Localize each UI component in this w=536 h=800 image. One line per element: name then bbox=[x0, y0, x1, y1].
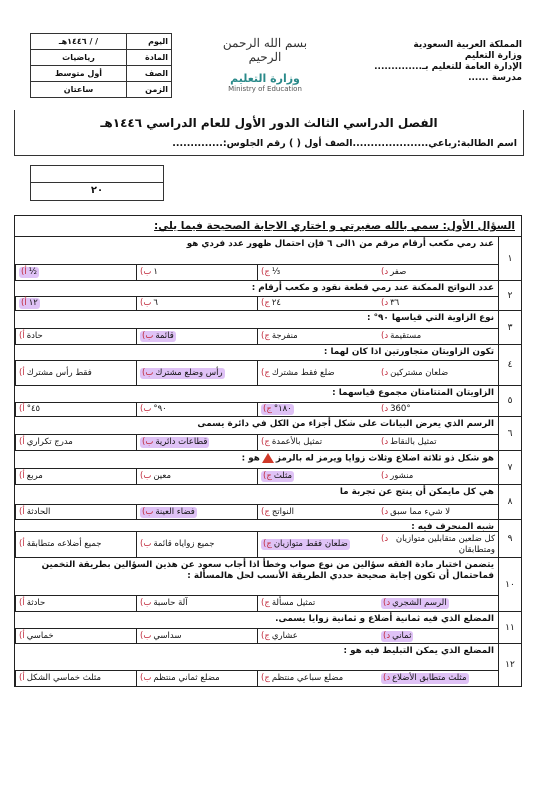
question-body bbox=[15, 451, 498, 484]
answer-option[interactable] bbox=[15, 532, 136, 557]
option-text: النواتج bbox=[271, 506, 294, 517]
answer-option[interactable] bbox=[15, 435, 136, 450]
exam-title-box bbox=[14, 110, 524, 156]
option-letter: أ) bbox=[19, 598, 25, 608]
question-row bbox=[15, 485, 521, 520]
answer-option-content bbox=[19, 404, 40, 415]
answer-option-content bbox=[140, 368, 225, 379]
info-value: / / ١٤٤٦هـ bbox=[31, 34, 127, 50]
option-text: عشاري bbox=[271, 630, 298, 641]
answer-option-content bbox=[140, 267, 158, 278]
option-letter: د) bbox=[383, 630, 391, 641]
answer-option-content bbox=[261, 298, 281, 309]
option-letter: أ) bbox=[19, 471, 25, 481]
question-number: ٤ bbox=[498, 345, 521, 385]
answer-option-content bbox=[19, 298, 40, 309]
options-row bbox=[15, 670, 498, 686]
answer-option-content bbox=[19, 331, 43, 342]
grade-box bbox=[30, 165, 164, 201]
answer-option-content bbox=[381, 507, 450, 518]
option-text: ٢٤ bbox=[271, 298, 281, 308]
question-row bbox=[15, 237, 521, 281]
option-letter: ج) bbox=[263, 539, 272, 549]
question-stem-text: عند رمي مكعب أرقام مرقم من ١الى ٦ فإن احتمال ظهور عدد فردي هو bbox=[186, 239, 494, 249]
answer-option-content bbox=[140, 673, 220, 684]
answer-option-content bbox=[19, 267, 39, 278]
question-stem bbox=[15, 451, 498, 465]
option-letter: ب) bbox=[140, 539, 152, 549]
option-letter: ج) bbox=[261, 331, 270, 341]
option-letter: ب) bbox=[140, 630, 152, 641]
answer-option-content bbox=[19, 673, 101, 684]
info-row bbox=[31, 50, 172, 66]
answer-option-content bbox=[261, 267, 280, 278]
answer-option[interactable] bbox=[136, 435, 257, 450]
option-text: سداسي bbox=[153, 630, 182, 641]
question-stem bbox=[15, 485, 498, 498]
answer-option-content bbox=[140, 507, 197, 518]
answer-option[interactable] bbox=[136, 469, 257, 484]
option-letter: ج) bbox=[261, 298, 270, 308]
option-letter: ج) bbox=[263, 404, 272, 414]
info-label: الصف bbox=[127, 66, 172, 82]
option-letter: ب) bbox=[142, 331, 154, 341]
answer-option-content bbox=[140, 404, 167, 415]
option-letter: د) bbox=[381, 267, 389, 277]
answer-option[interactable] bbox=[15, 403, 136, 416]
question-rows bbox=[15, 237, 521, 686]
option-text: تمثيل مسألة bbox=[271, 598, 316, 608]
org-line: المملكة العربية السعودية bbox=[413, 40, 522, 50]
option-letter: د) bbox=[381, 437, 389, 447]
question-body bbox=[15, 281, 498, 310]
answer-option[interactable] bbox=[378, 596, 498, 611]
answer-option-content bbox=[19, 471, 43, 482]
option-text: قائمة bbox=[155, 331, 174, 341]
answer-option-content bbox=[381, 673, 469, 684]
option-letter: ج) bbox=[261, 437, 270, 447]
option-letter: ب) bbox=[140, 471, 152, 481]
question-stem bbox=[15, 237, 498, 250]
option-text: جميع أضلاعه متطابقة bbox=[26, 539, 102, 549]
option-letter: ب) bbox=[142, 367, 154, 378]
answer-option[interactable] bbox=[15, 469, 136, 484]
answer-option[interactable] bbox=[257, 403, 378, 416]
answer-option[interactable] bbox=[378, 505, 498, 519]
option-text: مضلع سباعي منتظم bbox=[271, 673, 344, 683]
answer-option-content bbox=[381, 368, 448, 379]
option-letter: د) bbox=[381, 506, 389, 517]
option-text: ضلعان مشتركين bbox=[390, 367, 449, 378]
option-text: منشور bbox=[390, 471, 414, 481]
answer-option[interactable] bbox=[378, 435, 498, 450]
option-letter: أ) bbox=[19, 630, 25, 641]
answer-option[interactable] bbox=[378, 629, 498, 643]
option-text: رأس وضلع مشترك bbox=[155, 367, 223, 378]
answer-option-content bbox=[381, 598, 449, 609]
info-value: ساعتان bbox=[31, 82, 127, 98]
option-text: آلة حاسبة bbox=[153, 598, 188, 608]
question-number: ١١ bbox=[498, 612, 521, 643]
info-row bbox=[31, 82, 172, 98]
answer-option-content bbox=[261, 368, 335, 379]
org-line: مدرسة ...... bbox=[468, 73, 522, 83]
option-letter: ب) bbox=[142, 437, 154, 447]
info-label: المادة bbox=[127, 50, 172, 66]
answer-option-content bbox=[261, 471, 294, 482]
option-text: ١ bbox=[153, 267, 158, 277]
answer-option[interactable] bbox=[15, 505, 136, 519]
question-number: ٣ bbox=[498, 311, 521, 344]
answer-option-content bbox=[140, 598, 188, 609]
question-number: ١٠ bbox=[498, 558, 521, 611]
answer-option[interactable] bbox=[136, 596, 257, 611]
option-text: قطاعات دائرية bbox=[155, 437, 208, 447]
answer-option-content bbox=[381, 471, 413, 482]
answer-option-content bbox=[381, 298, 399, 309]
option-letter: أ) bbox=[19, 506, 25, 517]
org-line: وزارة التعليم bbox=[464, 51, 522, 61]
question-number: ٢ bbox=[498, 281, 521, 310]
answer-option[interactable] bbox=[257, 297, 378, 310]
answer-option-content bbox=[261, 507, 294, 518]
question-stem bbox=[15, 612, 498, 625]
option-letter: ج) bbox=[261, 267, 270, 277]
question-body bbox=[15, 612, 498, 643]
question-stem-text: تكون الزاويتان متجاورتين اذا كان لهما : bbox=[323, 347, 494, 357]
answer-option-content bbox=[261, 331, 298, 342]
option-letter: ب) bbox=[140, 673, 152, 683]
question-row bbox=[15, 558, 521, 612]
answer-option-content bbox=[381, 404, 411, 415]
answer-option[interactable] bbox=[136, 361, 257, 385]
answer-option-content bbox=[381, 534, 495, 556]
option-letter: أ) bbox=[21, 267, 27, 277]
option-letter: د) bbox=[381, 533, 389, 544]
question-stem-text: المضلع الذي يمكن التبليط فيه هو : bbox=[343, 646, 494, 656]
info-row bbox=[31, 34, 172, 50]
question-body bbox=[15, 644, 498, 686]
question-body bbox=[15, 345, 498, 385]
option-text: جميع زواياه قائمة bbox=[153, 539, 215, 549]
question-number: ١ bbox=[498, 237, 521, 280]
options-row bbox=[15, 264, 498, 280]
option-text: صفر bbox=[390, 267, 407, 277]
option-text: ضلعان فقط متوازيان bbox=[273, 539, 348, 549]
option-text: مدرج تكراري bbox=[26, 437, 73, 447]
option-text: ٣٦ bbox=[390, 298, 400, 308]
answer-option[interactable] bbox=[136, 671, 257, 686]
answer-option[interactable] bbox=[378, 532, 498, 557]
answer-option[interactable] bbox=[257, 596, 378, 611]
question-row bbox=[15, 612, 521, 644]
student-info-line: اسم الطالبة:رباعي.....................الصف أول ( ) رقم الجلوس:.............. bbox=[172, 138, 517, 149]
question-stem-text: هو شكل ذو ثلاثة اضلاع وثلاث زوايا ويرمز له بالرمز bbox=[275, 453, 494, 464]
option-letter: ب) bbox=[140, 598, 152, 608]
answer-option-content bbox=[140, 631, 181, 642]
option-letter: د) bbox=[383, 598, 391, 608]
exam-title: الفصل الدراسي الثالث الدور الأول للعام الدراسي ١٤٤٦هـ bbox=[100, 116, 438, 130]
option-text: ٤٥° bbox=[26, 404, 41, 414]
organization-block bbox=[372, 40, 522, 84]
question-stem-text: عدد النواتج الممكنة عند رمي قطعة نقود و مكعب أرقام : bbox=[251, 283, 494, 293]
option-letter: د) bbox=[381, 298, 389, 308]
answer-option[interactable] bbox=[136, 403, 257, 416]
info-row bbox=[31, 66, 172, 82]
question-row bbox=[15, 417, 521, 451]
answer-option-content bbox=[261, 539, 350, 550]
option-text: ½ bbox=[28, 267, 37, 277]
options-row bbox=[15, 402, 498, 416]
option-letter: أ) bbox=[19, 539, 25, 549]
answer-option-content bbox=[381, 631, 413, 642]
answer-option[interactable] bbox=[15, 329, 136, 344]
answer-option-content bbox=[140, 437, 209, 448]
option-text: مثلث bbox=[273, 471, 293, 481]
option-text: معين bbox=[153, 471, 172, 481]
question-row bbox=[15, 386, 521, 417]
option-letter: د) bbox=[381, 331, 389, 341]
question-body bbox=[15, 311, 498, 344]
question-row bbox=[15, 311, 521, 345]
options-row bbox=[15, 628, 498, 643]
option-text: حادثة bbox=[26, 598, 46, 608]
answer-option[interactable] bbox=[136, 297, 257, 310]
option-letter: ب) bbox=[140, 267, 152, 277]
answer-option-content bbox=[140, 471, 171, 482]
option-text: منفرجة bbox=[271, 331, 298, 341]
option-text: لا شيء مما سبق bbox=[390, 506, 451, 517]
grade-value: ٢٠ bbox=[90, 185, 104, 196]
org-line: الإدارة العامة للتعليم بـ.............. bbox=[374, 62, 522, 72]
question-stem bbox=[15, 311, 498, 324]
triangle-symbol-icon bbox=[262, 453, 274, 463]
option-letter: أ) bbox=[19, 331, 25, 341]
question-row bbox=[15, 345, 521, 386]
answer-option[interactable] bbox=[15, 629, 136, 643]
options-row bbox=[15, 328, 498, 344]
question-stem bbox=[15, 644, 498, 657]
option-text: ٩٠° bbox=[153, 404, 167, 414]
question-stem-tail: هو : bbox=[241, 453, 260, 464]
question-stem bbox=[15, 281, 498, 294]
question-stem-text: الزاويتان المتتامتان مجموع قياسهما : bbox=[332, 388, 494, 398]
option-letter: ج) bbox=[261, 367, 270, 378]
question-stem-text: المضلع الذي فيه ثمانية أضلاع و ثمانية زوايا يسمى. bbox=[275, 614, 494, 624]
answer-option-content bbox=[381, 437, 437, 448]
option-text: ١٨٠° bbox=[273, 404, 292, 414]
option-text: مستقيمة bbox=[390, 331, 422, 341]
option-letter: د) bbox=[383, 673, 391, 683]
question-table bbox=[14, 215, 522, 687]
option-text: الرسم الشجري bbox=[392, 598, 447, 608]
option-letter: أ) bbox=[21, 298, 27, 308]
answer-option[interactable] bbox=[136, 329, 257, 344]
question-body bbox=[15, 237, 498, 280]
info-value: رياضيات bbox=[31, 50, 127, 66]
option-text: مثلث متطابق الأضلاع bbox=[392, 673, 467, 683]
option-letter: د) bbox=[381, 471, 389, 481]
option-letter: ب) bbox=[140, 298, 152, 308]
answer-option[interactable] bbox=[257, 361, 378, 385]
answer-option-content bbox=[19, 437, 73, 448]
option-text: 360° bbox=[390, 404, 411, 414]
options-row bbox=[15, 434, 498, 450]
answer-option[interactable] bbox=[257, 505, 378, 519]
option-letter: أ) bbox=[19, 404, 25, 414]
answer-option-content bbox=[19, 368, 92, 379]
answer-option[interactable] bbox=[257, 265, 378, 280]
question-heading: السؤال الأول: سمي بالله صغيرتي و اختاري الاجابة الصحيحة فيما يلي: bbox=[15, 216, 521, 237]
answer-option[interactable] bbox=[136, 629, 257, 643]
option-text: ٦ bbox=[153, 298, 158, 308]
question-number: ٩ bbox=[498, 520, 521, 557]
option-text: حادة bbox=[26, 331, 43, 341]
answer-option-content bbox=[19, 507, 50, 518]
option-letter: ب) bbox=[142, 506, 154, 517]
answer-option-content bbox=[261, 598, 315, 609]
logo-calligraphy: بسم الله الرحمن الرحيم bbox=[222, 36, 308, 64]
question-number: ٥ bbox=[498, 386, 521, 416]
question-number: ٧ bbox=[498, 451, 521, 484]
option-text: ⅓ bbox=[271, 267, 281, 277]
option-letter: أ) bbox=[19, 367, 25, 378]
question-stem-text: هي كل مايمكن أن ينتج عن تجربة ما bbox=[339, 487, 494, 497]
question-number: ٦ bbox=[498, 417, 521, 450]
answer-option[interactable] bbox=[378, 671, 498, 686]
ministry-logo bbox=[205, 34, 325, 104]
question-stem-text: يتضمن اختبار مادة الفقه سؤالين من نوع صواب وخطأ اذا أجاب سعود عن هذين السؤالين بطريقة التخمين فماحتمال أن تكون إجابة صحيحة حددي الطريقة الأنسب لحل هالمسألة : bbox=[41, 560, 494, 581]
answer-option[interactable] bbox=[378, 403, 498, 416]
answer-option-content bbox=[261, 673, 343, 684]
answer-option[interactable] bbox=[257, 329, 378, 344]
question-row bbox=[15, 451, 521, 485]
question-stem bbox=[15, 345, 498, 358]
answer-option-content bbox=[261, 437, 322, 448]
answer-option[interactable] bbox=[15, 297, 136, 310]
option-text: مضلع ثماني منتظم bbox=[153, 673, 220, 683]
option-letter: ج) bbox=[261, 506, 270, 517]
option-letter: أ) bbox=[19, 437, 25, 447]
answer-option[interactable] bbox=[136, 532, 257, 557]
options-row bbox=[15, 360, 498, 385]
answer-option-content bbox=[381, 267, 406, 278]
option-letter: ج) bbox=[261, 630, 270, 641]
info-label: الزمن bbox=[127, 82, 172, 98]
option-text: مربع bbox=[26, 471, 43, 481]
logo-english: Ministry of Education bbox=[228, 85, 302, 93]
question-stem bbox=[15, 558, 498, 582]
answer-option[interactable] bbox=[378, 469, 498, 484]
answer-option[interactable] bbox=[15, 671, 136, 686]
info-label: اليوم bbox=[127, 34, 172, 50]
question-row bbox=[15, 281, 521, 311]
answer-option-content bbox=[19, 539, 102, 550]
options-row bbox=[15, 468, 498, 484]
option-text: ضلع فقط مشترك bbox=[271, 367, 335, 378]
options-row bbox=[15, 595, 498, 611]
answer-option[interactable] bbox=[257, 532, 378, 557]
question-number: ١٢ bbox=[498, 644, 521, 686]
answer-option[interactable] bbox=[257, 469, 378, 484]
answer-option[interactable] bbox=[15, 265, 136, 280]
option-text: تمثيل بالنقاط bbox=[390, 437, 437, 447]
options-row bbox=[15, 296, 498, 310]
answer-option[interactable] bbox=[257, 629, 378, 643]
answer-option[interactable] bbox=[378, 361, 498, 385]
option-letter: ج) bbox=[261, 673, 270, 683]
option-letter: أ) bbox=[19, 673, 25, 683]
answer-option-content bbox=[19, 631, 54, 642]
option-text: تمثيل بالأعمدة bbox=[271, 437, 323, 447]
answer-option-content bbox=[261, 631, 298, 642]
info-value: أول متوسط bbox=[31, 66, 127, 82]
answer-option[interactable] bbox=[257, 671, 378, 686]
answer-option-content bbox=[140, 539, 214, 550]
answer-option[interactable] bbox=[378, 297, 498, 310]
question-row bbox=[15, 520, 521, 558]
question-row bbox=[15, 644, 521, 686]
question-number: ٨ bbox=[498, 485, 521, 519]
question-body bbox=[15, 386, 498, 416]
question-body bbox=[15, 417, 498, 450]
option-letter: د) bbox=[381, 367, 389, 378]
question-stem-text: شبه المنحرف فيه : bbox=[411, 522, 494, 532]
question-body bbox=[15, 520, 498, 557]
option-letter: ج) bbox=[263, 471, 272, 481]
answer-option[interactable] bbox=[378, 329, 498, 344]
answer-option-content bbox=[381, 331, 421, 342]
exam-info-table bbox=[30, 33, 172, 98]
logo-text: وزارة التعليم bbox=[230, 72, 300, 85]
answer-option[interactable] bbox=[15, 596, 136, 611]
answer-option-content bbox=[261, 404, 294, 415]
options-row bbox=[15, 504, 498, 519]
answer-option-content bbox=[140, 331, 176, 342]
option-text: خماسي bbox=[26, 630, 54, 641]
grade-divider bbox=[31, 182, 163, 183]
option-text: ثماني bbox=[392, 630, 412, 641]
question-stem-text: نوع الزاوية التي قياسها ٩٠° : bbox=[367, 313, 494, 323]
answer-option-content bbox=[19, 598, 45, 609]
answer-option[interactable] bbox=[15, 361, 136, 385]
option-text: ١٢ bbox=[28, 298, 38, 308]
option-text: فضاء العينة bbox=[155, 506, 195, 517]
question-stem bbox=[15, 386, 498, 399]
question-stem-text: الرسم الذي يعرض البيانات على شكل أجزاء من الكل في دائرة يسمى bbox=[197, 419, 494, 429]
question-body bbox=[15, 485, 498, 519]
answer-option[interactable] bbox=[136, 505, 257, 519]
question-stem bbox=[15, 417, 498, 430]
option-letter: ج) bbox=[261, 598, 270, 608]
option-text: الحادثة bbox=[26, 506, 51, 517]
answer-option[interactable] bbox=[378, 265, 498, 280]
answer-option[interactable] bbox=[136, 265, 257, 280]
question-body bbox=[15, 558, 498, 611]
answer-option-content bbox=[140, 298, 158, 309]
option-letter: ب) bbox=[140, 404, 152, 414]
answer-option[interactable] bbox=[257, 435, 378, 450]
option-text: فقط رأس مشترك bbox=[26, 367, 92, 378]
option-text: مثلث خماسي الشكل bbox=[26, 673, 102, 683]
option-letter: د) bbox=[381, 404, 389, 414]
options-row bbox=[15, 531, 498, 557]
option-text: كل ضلعين متقابلين متوازيان ومتطابقان bbox=[395, 533, 495, 555]
